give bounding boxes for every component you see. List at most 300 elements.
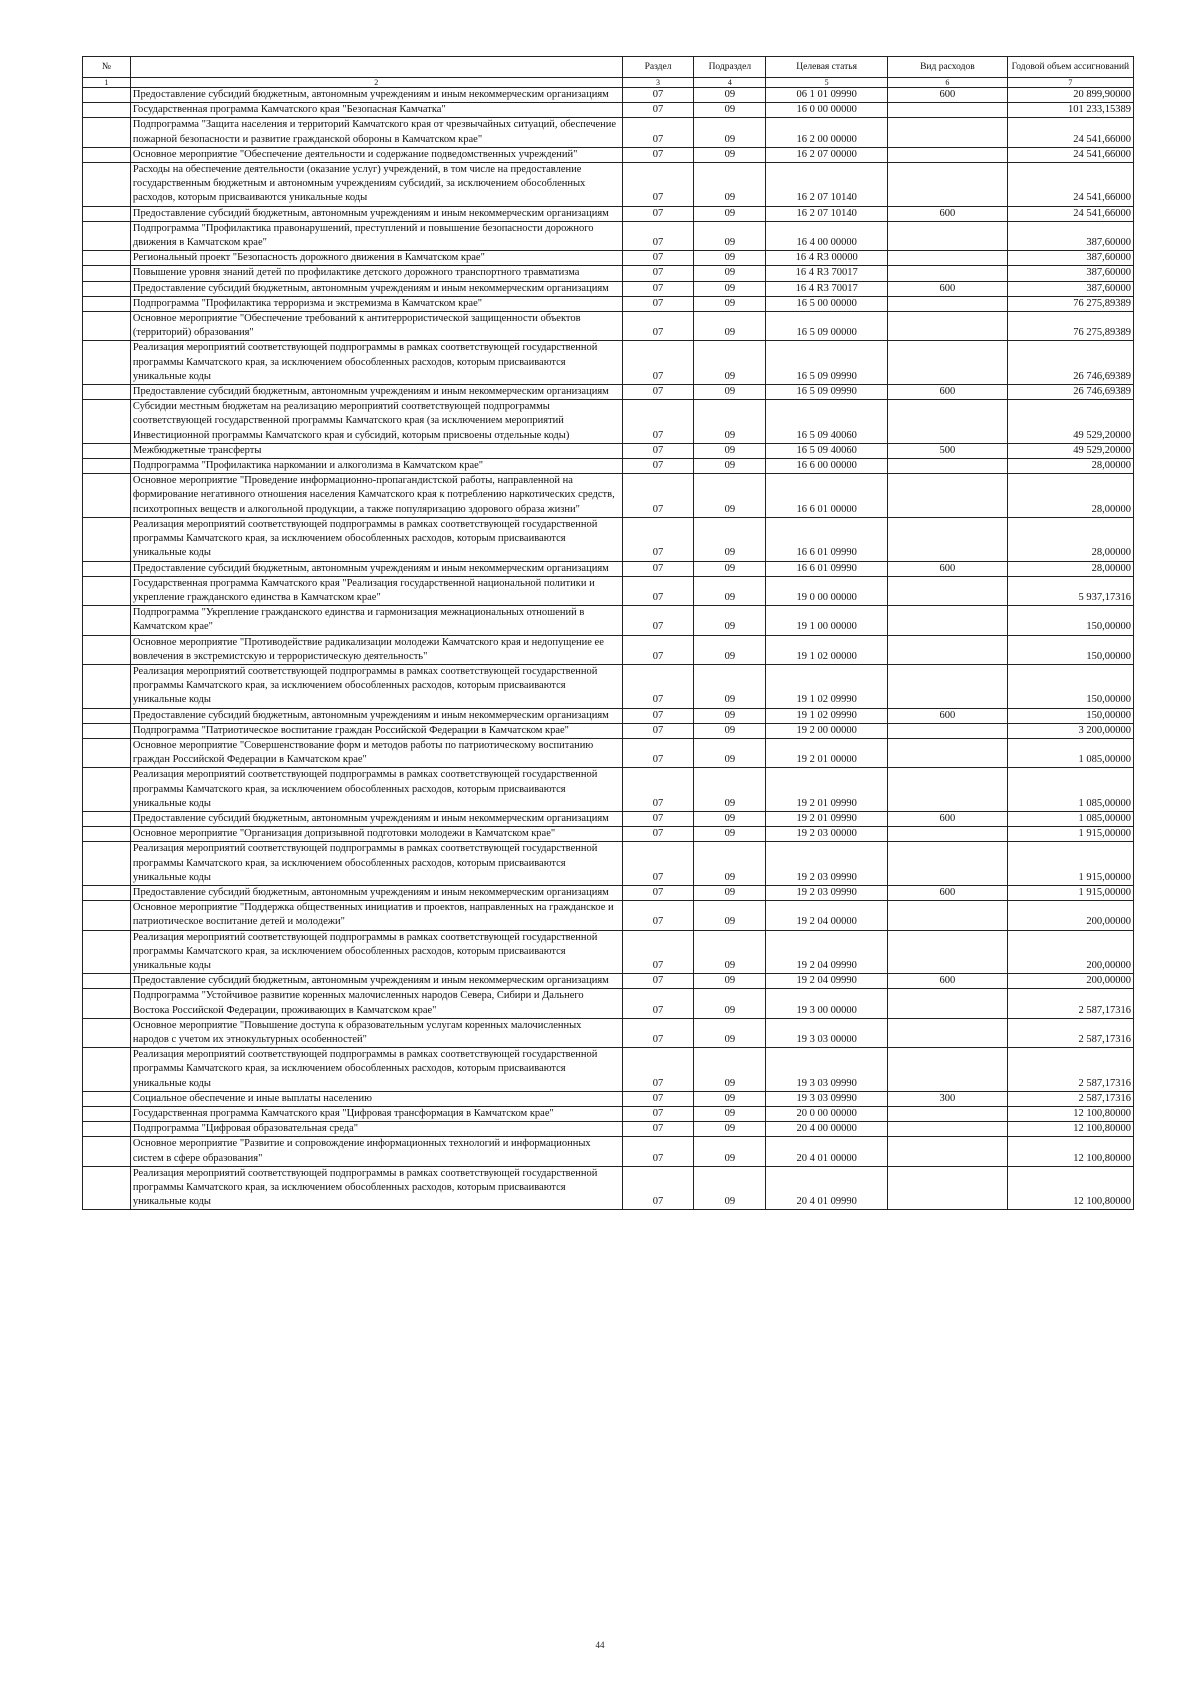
row-name-cell: Предоставление субсидий бюджетным, автономным учреждениям и иным некоммерческим организациям — [130, 385, 622, 400]
column-number: 6 — [888, 78, 1008, 88]
row-target-article-cell: 16 5 09 09990 — [766, 341, 888, 385]
row-amount-cell: 2 587,17316 — [1007, 1048, 1133, 1092]
row-razdel-cell: 07 — [622, 103, 694, 118]
table-row — [83, 206, 1134, 221]
row-name-cell: Реализация мероприятий соответствующей подпрограммы в рамках соответствующей государственной программы Камчатского края, за исключением обособленных расходов, которым присваиваются уникальные коды — [130, 1048, 622, 1092]
row-amount-cell: 12 100,80000 — [1007, 1122, 1133, 1137]
row-name-cell: Подпрограмма "Укрепление гражданского единства и гармонизация межнациональных отношений в Камчатском крае" — [130, 606, 622, 635]
row-razdel-cell: 07 — [622, 341, 694, 385]
row-expense-type-cell: 600 — [888, 974, 1008, 989]
row-razdel-cell: 07 — [622, 147, 694, 162]
row-amount-cell: 26 746,69389 — [1007, 385, 1133, 400]
row-expense-type-cell — [888, 474, 1008, 518]
row-podrazdel-cell: 09 — [694, 576, 766, 605]
row-expense-type-cell — [888, 251, 1008, 266]
table-row — [83, 738, 1134, 767]
table-row — [83, 930, 1134, 974]
row-number-cell — [83, 103, 131, 118]
row-razdel-cell: 07 — [622, 221, 694, 250]
row-name-cell: Предоставление субсидий бюджетным, автономным учреждениям и иным некоммерческим организациям — [130, 206, 622, 221]
row-podrazdel-cell: 09 — [694, 312, 766, 341]
row-razdel-cell: 07 — [622, 1122, 694, 1137]
row-podrazdel-cell: 09 — [694, 768, 766, 812]
row-target-article-cell: 16 5 00 00000 — [766, 296, 888, 311]
row-name-cell: Реализация мероприятий соответствующей подпрограммы в рамках соответствующей государственной программы Камчатского края, за исключением обособленных расходов, которым присваиваются уникальные коды — [130, 768, 622, 812]
row-number-cell — [83, 221, 131, 250]
row-podrazdel-cell: 09 — [694, 88, 766, 103]
row-podrazdel-cell: 09 — [694, 1166, 766, 1210]
column-number-row — [83, 78, 1134, 88]
row-target-article-cell: 16 4 R3 00000 — [766, 251, 888, 266]
row-razdel-cell: 07 — [622, 474, 694, 518]
row-amount-cell: 200,00000 — [1007, 901, 1133, 930]
table-row — [83, 251, 1134, 266]
row-razdel-cell: 07 — [622, 606, 694, 635]
table-body — [83, 88, 1134, 1210]
row-expense-type-cell — [888, 989, 1008, 1018]
row-number-cell — [83, 88, 131, 103]
row-target-article-cell: 16 6 01 00000 — [766, 474, 888, 518]
row-target-article-cell: 19 2 01 09990 — [766, 811, 888, 826]
row-expense-type-cell: 600 — [888, 885, 1008, 900]
table-row — [83, 974, 1134, 989]
table-row — [83, 312, 1134, 341]
row-expense-type-cell — [888, 459, 1008, 474]
row-podrazdel-cell: 09 — [694, 474, 766, 518]
row-target-article-cell: 20 4 00 00000 — [766, 1122, 888, 1137]
row-expense-type-cell — [888, 768, 1008, 812]
row-razdel-cell: 07 — [622, 517, 694, 561]
row-razdel-cell: 07 — [622, 266, 694, 281]
row-number-cell — [83, 281, 131, 296]
table-row — [83, 103, 1134, 118]
row-amount-cell: 150,00000 — [1007, 708, 1133, 723]
table-row — [83, 266, 1134, 281]
row-amount-cell: 26 746,69389 — [1007, 341, 1133, 385]
row-expense-type-cell — [888, 312, 1008, 341]
table-row — [83, 723, 1134, 738]
row-podrazdel-cell: 09 — [694, 296, 766, 311]
row-razdel-cell: 07 — [622, 251, 694, 266]
row-podrazdel-cell: 09 — [694, 400, 766, 444]
row-number-cell — [83, 251, 131, 266]
row-amount-cell: 28,00000 — [1007, 561, 1133, 576]
row-expense-type-cell — [888, 1122, 1008, 1137]
row-amount-cell: 76 275,89389 — [1007, 296, 1133, 311]
row-number-cell — [83, 147, 131, 162]
row-razdel-cell: 07 — [622, 885, 694, 900]
row-expense-type-cell — [888, 147, 1008, 162]
row-razdel-cell: 07 — [622, 1137, 694, 1166]
page-number: 44 — [595, 1640, 605, 1650]
table-row — [83, 827, 1134, 842]
row-razdel-cell: 07 — [622, 635, 694, 664]
header-expense-type: Вид расходов — [888, 57, 1008, 78]
row-razdel-cell: 07 — [622, 930, 694, 974]
row-expense-type-cell: 600 — [888, 206, 1008, 221]
row-target-article-cell: 19 2 03 00000 — [766, 827, 888, 842]
row-expense-type-cell — [888, 103, 1008, 118]
row-name-cell: Государственная программа Камчатского края "Безопасная Камчатка" — [130, 103, 622, 118]
row-number-cell — [83, 443, 131, 458]
row-number-cell — [83, 266, 131, 281]
row-podrazdel-cell: 09 — [694, 930, 766, 974]
row-number-cell — [83, 459, 131, 474]
row-number-cell — [83, 738, 131, 767]
table-row — [83, 118, 1134, 147]
row-amount-cell: 200,00000 — [1007, 930, 1133, 974]
row-amount-cell: 1 915,00000 — [1007, 885, 1133, 900]
row-target-article-cell: 16 4 R3 70017 — [766, 266, 888, 281]
row-name-cell: Подпрограмма "Профилактика наркомании и алкоголизма в Камчатском крае" — [130, 459, 622, 474]
table-row — [83, 400, 1134, 444]
header-name — [130, 57, 622, 78]
row-target-article-cell: 16 5 09 40060 — [766, 400, 888, 444]
row-number-cell — [83, 1137, 131, 1166]
row-target-article-cell: 20 0 00 00000 — [766, 1107, 888, 1122]
budget-page — [82, 56, 1134, 1210]
row-name-cell: Предоставление субсидий бюджетным, автономным учреждениям и иным некоммерческим организациям — [130, 88, 622, 103]
row-expense-type-cell — [888, 221, 1008, 250]
table-row — [83, 147, 1134, 162]
row-amount-cell: 5 937,17316 — [1007, 576, 1133, 605]
row-number-cell — [83, 1048, 131, 1092]
row-expense-type-cell — [888, 163, 1008, 207]
row-razdel-cell: 07 — [622, 459, 694, 474]
row-target-article-cell: 19 0 00 00000 — [766, 576, 888, 605]
row-amount-cell: 387,60000 — [1007, 251, 1133, 266]
row-podrazdel-cell: 09 — [694, 103, 766, 118]
row-expense-type-cell — [888, 738, 1008, 767]
row-name-cell: Предоставление субсидий бюджетным, автономным учреждениям и иным некоммерческим организациям — [130, 561, 622, 576]
row-expense-type-cell — [888, 576, 1008, 605]
row-podrazdel-cell: 09 — [694, 517, 766, 561]
row-podrazdel-cell: 09 — [694, 708, 766, 723]
row-name-cell: Повышение уровня знаний детей по профилактике детского дорожного транспортного травматизма — [130, 266, 622, 281]
row-name-cell: Основное мероприятие "Противодействие радикализации молодежи Камчатского края и недопущение ее вовлечения в экстремистскую и террористическую деятельность" — [130, 635, 622, 664]
row-number-cell — [83, 163, 131, 207]
row-expense-type-cell: 600 — [888, 708, 1008, 723]
row-podrazdel-cell: 09 — [694, 206, 766, 221]
row-podrazdel-cell: 09 — [694, 811, 766, 826]
row-razdel-cell: 07 — [622, 163, 694, 207]
table-row — [83, 576, 1134, 605]
table-row — [83, 341, 1134, 385]
row-expense-type-cell — [888, 1137, 1008, 1166]
table-row — [83, 989, 1134, 1018]
table-row — [83, 1166, 1134, 1210]
row-number-cell — [83, 341, 131, 385]
row-name-cell: Основное мероприятие "Организация допризывной подготовки молодежи в Камчатском крае" — [130, 827, 622, 842]
row-number-cell — [83, 1122, 131, 1137]
row-podrazdel-cell: 09 — [694, 459, 766, 474]
row-razdel-cell: 07 — [622, 400, 694, 444]
row-target-article-cell: 16 2 07 10140 — [766, 163, 888, 207]
header-razdel: Раздел — [622, 57, 694, 78]
row-target-article-cell: 19 2 03 09990 — [766, 842, 888, 886]
row-name-cell: Региональный проект "Безопасность дорожного движения в Камчатском крае" — [130, 251, 622, 266]
row-number-cell — [83, 606, 131, 635]
budget-table — [82, 56, 1134, 1210]
row-razdel-cell: 07 — [622, 974, 694, 989]
row-expense-type-cell: 600 — [888, 561, 1008, 576]
row-podrazdel-cell: 09 — [694, 827, 766, 842]
row-podrazdel-cell: 09 — [694, 281, 766, 296]
row-podrazdel-cell: 09 — [694, 738, 766, 767]
row-expense-type-cell — [888, 266, 1008, 281]
table-row — [83, 842, 1134, 886]
row-amount-cell: 2 587,17316 — [1007, 989, 1133, 1018]
table-row — [83, 385, 1134, 400]
table-row — [83, 1048, 1134, 1092]
row-podrazdel-cell: 09 — [694, 901, 766, 930]
row-podrazdel-cell: 09 — [694, 664, 766, 708]
table-row — [83, 664, 1134, 708]
table-row — [83, 459, 1134, 474]
row-name-cell: Государственная программа Камчатского края "Реализация государственной национальной политики и укрепление гражданского единства в Камчатском крае" — [130, 576, 622, 605]
row-name-cell: Основное мероприятие "Развитие и сопровождение информационных технологий и информационных систем в сфере образования" — [130, 1137, 622, 1166]
row-name-cell: Государственная программа Камчатского края "Цифровая трансформация в Камчатском крае" — [130, 1107, 622, 1122]
row-podrazdel-cell: 09 — [694, 1137, 766, 1166]
row-target-article-cell: 19 2 00 00000 — [766, 723, 888, 738]
row-expense-type-cell — [888, 1048, 1008, 1092]
row-target-article-cell: 16 5 09 09990 — [766, 385, 888, 400]
row-target-article-cell: 19 1 02 09990 — [766, 708, 888, 723]
row-razdel-cell: 07 — [622, 1107, 694, 1122]
row-number-cell — [83, 842, 131, 886]
row-target-article-cell: 16 4 R3 70017 — [766, 281, 888, 296]
row-razdel-cell: 07 — [622, 312, 694, 341]
row-expense-type-cell — [888, 118, 1008, 147]
column-number: 2 — [130, 78, 622, 88]
row-amount-cell: 24 541,66000 — [1007, 118, 1133, 147]
row-name-cell: Реализация мероприятий соответствующей подпрограммы в рамках соответствующей государственной программы Камчатского края, за исключением обособленных расходов, которым присваиваются уникальные коды — [130, 664, 622, 708]
column-number: 4 — [694, 78, 766, 88]
row-podrazdel-cell: 09 — [694, 606, 766, 635]
row-razdel-cell: 07 — [622, 206, 694, 221]
row-name-cell: Предоставление субсидий бюджетным, автономным учреждениям и иным некоммерческим организациям — [130, 811, 622, 826]
row-number-cell — [83, 474, 131, 518]
row-podrazdel-cell: 09 — [694, 1048, 766, 1092]
row-amount-cell: 150,00000 — [1007, 606, 1133, 635]
row-amount-cell: 150,00000 — [1007, 635, 1133, 664]
row-name-cell: Реализация мероприятий соответствующей подпрограммы в рамках соответствующей государственной программы Камчатского края, за исключением обособленных расходов, которым присваиваются уникальные коды — [130, 930, 622, 974]
row-name-cell: Предоставление субсидий бюджетным, автономным учреждениям и иным некоммерческим организациям — [130, 885, 622, 900]
row-amount-cell: 76 275,89389 — [1007, 312, 1133, 341]
row-target-article-cell: 16 2 00 00000 — [766, 118, 888, 147]
table-row — [83, 443, 1134, 458]
row-razdel-cell: 07 — [622, 723, 694, 738]
row-number-cell — [83, 901, 131, 930]
header-annual-amount: Годовой объем ассигнований — [1007, 57, 1133, 78]
row-razdel-cell: 07 — [622, 1166, 694, 1210]
row-name-cell: Подпрограмма "Устойчивое развитие коренных малочисленных народов Севера, Сибири и Дальнего Востока Российской Федерации, проживающих в Камчатском крае" — [130, 989, 622, 1018]
table-row — [83, 163, 1134, 207]
row-target-article-cell: 16 2 07 00000 — [766, 147, 888, 162]
table-row — [83, 606, 1134, 635]
row-name-cell: Подпрограмма "Защита населения и территорий Камчатского края от чрезвычайных ситуаций, обеспечение пожарной безопасности и развитие гражданской обороны в Камчатском крае" — [130, 118, 622, 147]
row-razdel-cell: 07 — [622, 1091, 694, 1106]
row-amount-cell: 1 085,00000 — [1007, 738, 1133, 767]
row-amount-cell: 1 085,00000 — [1007, 768, 1133, 812]
row-podrazdel-cell: 09 — [694, 1091, 766, 1106]
column-number: 3 — [622, 78, 694, 88]
row-expense-type-cell — [888, 723, 1008, 738]
header-row — [83, 57, 1134, 78]
row-target-article-cell: 19 2 03 09990 — [766, 885, 888, 900]
row-target-article-cell: 19 3 03 09990 — [766, 1091, 888, 1106]
row-name-cell: Основное мероприятие "Совершенствование форм и методов работы по патриотическому воспитанию граждан Российской Федерации в Камчатском крае" — [130, 738, 622, 767]
row-name-cell: Реализация мероприятий соответствующей подпрограммы в рамках соответствующей государственной программы Камчатского края, за исключением обособленных расходов, которым присваиваются уникальные коды — [130, 517, 622, 561]
row-target-article-cell: 19 1 02 09990 — [766, 664, 888, 708]
row-amount-cell: 3 200,00000 — [1007, 723, 1133, 738]
row-podrazdel-cell: 09 — [694, 989, 766, 1018]
row-amount-cell: 28,00000 — [1007, 517, 1133, 561]
row-number-cell — [83, 989, 131, 1018]
row-razdel-cell: 07 — [622, 708, 694, 723]
row-number-cell — [83, 635, 131, 664]
row-name-cell: Реализация мероприятий соответствующей подпрограммы в рамках соответствующей государственной программы Камчатского края, за исключением обособленных расходов, которым присваиваются уникальные коды — [130, 341, 622, 385]
row-amount-cell: 101 233,15389 — [1007, 103, 1133, 118]
row-number-cell — [83, 723, 131, 738]
row-target-article-cell: 19 1 02 00000 — [766, 635, 888, 664]
row-number-cell — [83, 1107, 131, 1122]
row-name-cell: Предоставление субсидий бюджетным, автономным учреждениям и иным некоммерческим организациям — [130, 708, 622, 723]
row-number-cell — [83, 206, 131, 221]
row-target-article-cell: 16 2 07 10140 — [766, 206, 888, 221]
row-target-article-cell: 19 3 00 00000 — [766, 989, 888, 1018]
row-expense-type-cell — [888, 296, 1008, 311]
row-amount-cell: 49 529,20000 — [1007, 443, 1133, 458]
row-target-article-cell: 19 3 03 00000 — [766, 1018, 888, 1047]
table-row — [83, 88, 1134, 103]
row-name-cell: Реализация мероприятий соответствующей подпрограммы в рамках соответствующей государственной программы Камчатского края, за исключением обособленных расходов, которым присваиваются уникальные коды — [130, 1166, 622, 1210]
row-expense-type-cell: 600 — [888, 281, 1008, 296]
row-podrazdel-cell: 09 — [694, 1122, 766, 1137]
row-razdel-cell: 07 — [622, 443, 694, 458]
table-row — [83, 1122, 1134, 1137]
row-name-cell: Основное мероприятие "Поддержка общественных инициатив и проектов, направленных на гражданское и патриотическое воспитание детей и молодежи" — [130, 901, 622, 930]
row-name-cell: Реализация мероприятий соответствующей подпрограммы в рамках соответствующей государственной программы Камчатского края, за исключением обособленных расходов, которым присваиваются уникальные коды — [130, 842, 622, 886]
table-row — [83, 901, 1134, 930]
table-row — [83, 221, 1134, 250]
row-name-cell: Предоставление субсидий бюджетным, автономным учреждениям и иным некоммерческим организациям — [130, 281, 622, 296]
row-expense-type-cell: 600 — [888, 385, 1008, 400]
row-target-article-cell: 19 3 03 09990 — [766, 1048, 888, 1092]
table-row — [83, 517, 1134, 561]
row-target-article-cell: 16 6 01 09990 — [766, 517, 888, 561]
row-target-article-cell: 16 4 00 00000 — [766, 221, 888, 250]
row-amount-cell: 28,00000 — [1007, 459, 1133, 474]
row-number-cell — [83, 708, 131, 723]
row-number-cell — [83, 1018, 131, 1047]
row-number-cell — [83, 561, 131, 576]
row-amount-cell: 24 541,66000 — [1007, 147, 1133, 162]
row-razdel-cell: 07 — [622, 296, 694, 311]
row-amount-cell: 200,00000 — [1007, 974, 1133, 989]
row-podrazdel-cell: 09 — [694, 842, 766, 886]
row-number-cell — [83, 885, 131, 900]
row-amount-cell: 12 100,80000 — [1007, 1137, 1133, 1166]
row-razdel-cell: 07 — [622, 989, 694, 1018]
row-name-cell: Межбюджетные трансферты — [130, 443, 622, 458]
row-target-article-cell: 16 6 01 09990 — [766, 561, 888, 576]
table-row — [83, 1137, 1134, 1166]
row-name-cell: Подпрограмма "Патриотическое воспитание граждан Российской Федерации в Камчатском крае" — [130, 723, 622, 738]
row-target-article-cell: 16 5 09 00000 — [766, 312, 888, 341]
row-expense-type-cell — [888, 842, 1008, 886]
row-expense-type-cell: 500 — [888, 443, 1008, 458]
table-row — [83, 561, 1134, 576]
row-name-cell: Социальное обеспечение и иные выплаты населению — [130, 1091, 622, 1106]
column-number: 7 — [1007, 78, 1133, 88]
row-amount-cell: 24 541,66000 — [1007, 206, 1133, 221]
row-number-cell — [83, 517, 131, 561]
row-target-article-cell: 19 2 01 09990 — [766, 768, 888, 812]
row-expense-type-cell — [888, 901, 1008, 930]
row-amount-cell: 2 587,17316 — [1007, 1091, 1133, 1106]
table-row — [83, 708, 1134, 723]
row-name-cell: Подпрограмма "Профилактика правонарушений, преступлений и повышение безопасности дорожного движения в Камчатском крае" — [130, 221, 622, 250]
row-expense-type-cell: 300 — [888, 1091, 1008, 1106]
row-target-article-cell: 19 2 04 09990 — [766, 930, 888, 974]
row-name-cell: Подпрограмма "Цифровая образовательная среда" — [130, 1122, 622, 1137]
row-razdel-cell: 07 — [622, 1018, 694, 1047]
row-amount-cell: 1 915,00000 — [1007, 842, 1133, 886]
row-razdel-cell: 07 — [622, 561, 694, 576]
row-target-article-cell: 06 1 01 09990 — [766, 88, 888, 103]
row-number-cell — [83, 974, 131, 989]
row-podrazdel-cell: 09 — [694, 147, 766, 162]
row-amount-cell: 2 587,17316 — [1007, 1018, 1133, 1047]
row-razdel-cell: 07 — [622, 118, 694, 147]
row-razdel-cell: 07 — [622, 664, 694, 708]
row-expense-type-cell — [888, 1107, 1008, 1122]
row-expense-type-cell: 600 — [888, 88, 1008, 103]
row-amount-cell: 24 541,66000 — [1007, 163, 1133, 207]
row-expense-type-cell — [888, 400, 1008, 444]
row-name-cell: Основное мероприятие "Обеспечение требований к антитеррористической защищенности объектов (территорий) образования" — [130, 312, 622, 341]
row-target-article-cell: 19 2 04 00000 — [766, 901, 888, 930]
row-razdel-cell: 07 — [622, 827, 694, 842]
table-row — [83, 1091, 1134, 1106]
row-expense-type-cell — [888, 635, 1008, 664]
row-razdel-cell: 07 — [622, 1048, 694, 1092]
header-target-article: Целевая статья — [766, 57, 888, 78]
row-name-cell: Основное мероприятие "Проведение информационно-пропагандистской работы, направленной на формирование негативного отношения населения Камчатского края к потреблению наркотических средств, психотропных веществ и алкогольной продукции, а также популяризацию здорового образа жизни" — [130, 474, 622, 518]
row-podrazdel-cell: 09 — [694, 635, 766, 664]
row-target-article-cell: 19 1 00 00000 — [766, 606, 888, 635]
row-amount-cell: 1 085,00000 — [1007, 811, 1133, 826]
row-expense-type-cell — [888, 1018, 1008, 1047]
row-expense-type-cell — [888, 517, 1008, 561]
row-name-cell: Основное мероприятие "Обеспечение деятельности и содержание подведомственных учреждений" — [130, 147, 622, 162]
row-expense-type-cell — [888, 1166, 1008, 1210]
table-row — [83, 811, 1134, 826]
row-target-article-cell: 19 2 04 09990 — [766, 974, 888, 989]
row-amount-cell: 387,60000 — [1007, 266, 1133, 281]
table-row — [83, 635, 1134, 664]
table-row — [83, 296, 1134, 311]
row-amount-cell: 387,60000 — [1007, 221, 1133, 250]
row-podrazdel-cell: 09 — [694, 341, 766, 385]
row-number-cell — [83, 400, 131, 444]
row-target-article-cell: 20 4 01 00000 — [766, 1137, 888, 1166]
header-podrazdel: Подраздел — [694, 57, 766, 78]
row-podrazdel-cell: 09 — [694, 118, 766, 147]
row-target-article-cell: 16 6 00 00000 — [766, 459, 888, 474]
row-podrazdel-cell: 09 — [694, 163, 766, 207]
